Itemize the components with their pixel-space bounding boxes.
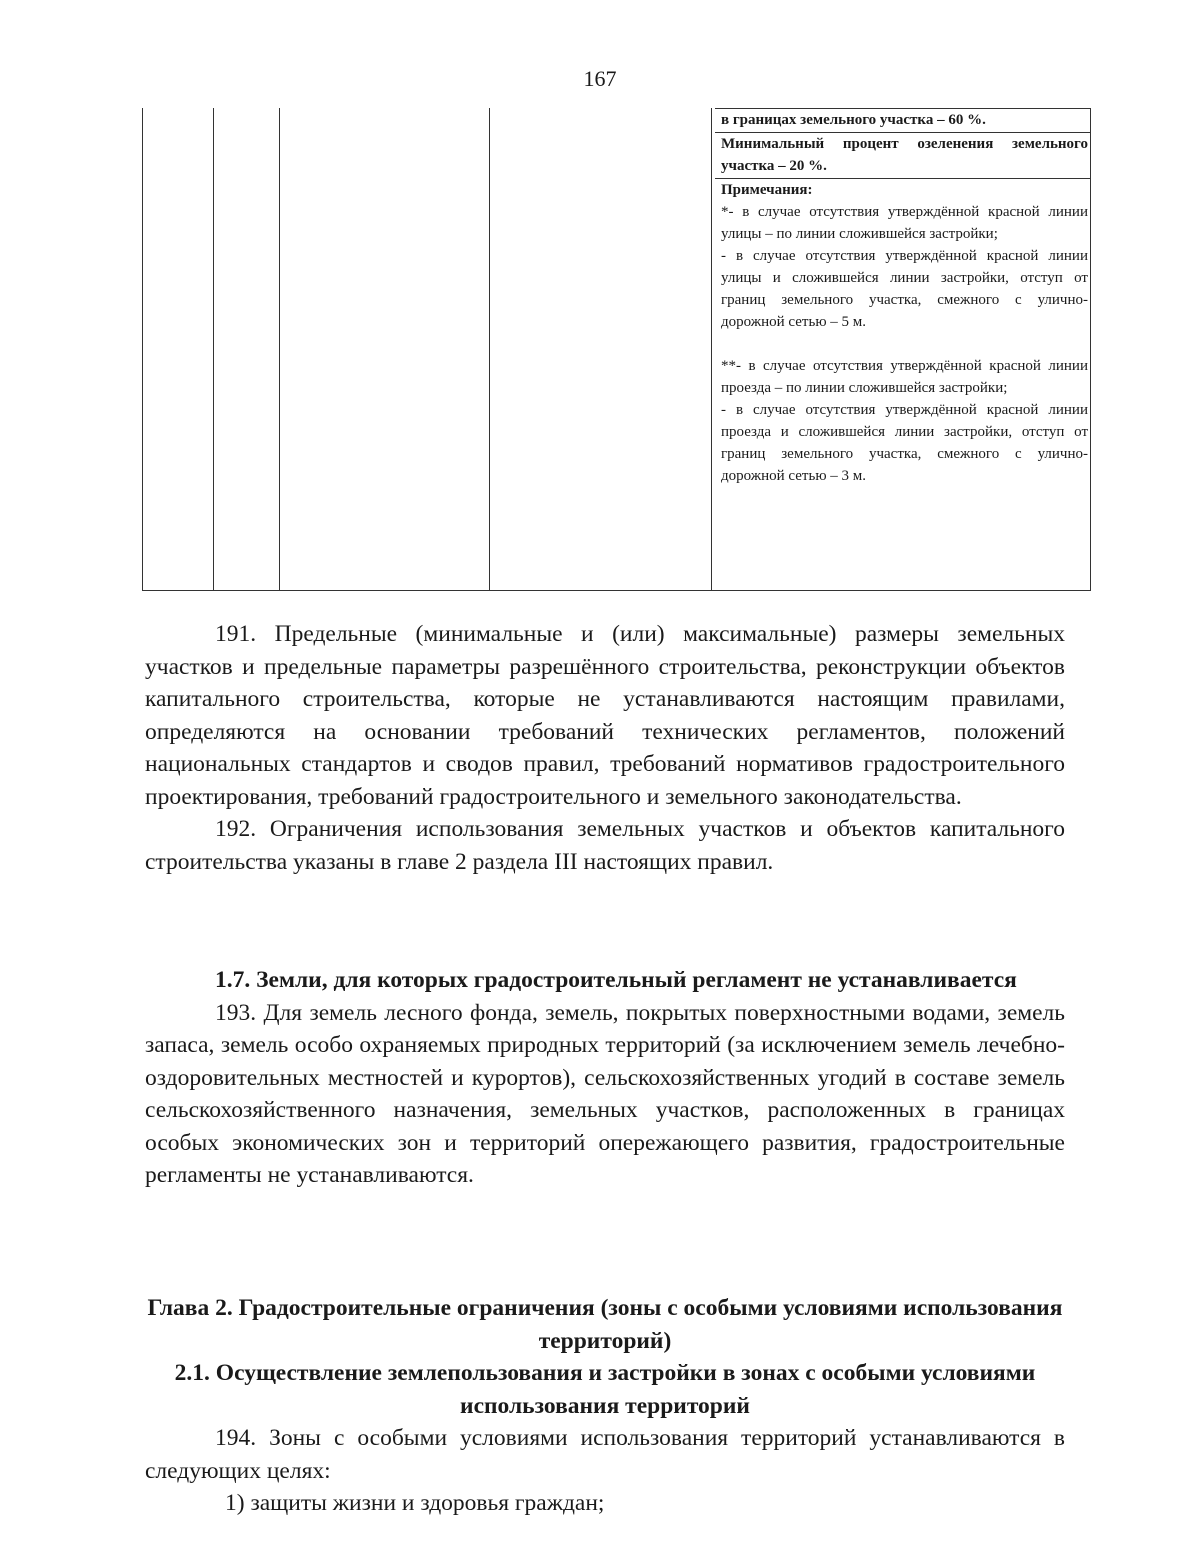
paragraph-194: 194. Зоны с особыми условиями использования территорий устанавливаются в следующих целях: <box>145 1425 1065 1484</box>
chapter-heading-2: Глава 2. Градостроительные ограничения (зоны с особыми условиями использования территорий) <box>147 1295 1063 1354</box>
paragraph-192: 192. Ограничения использования земельных участков и объектов капитального строительства указаны в главе 2 раздела III настоящих правил. <box>145 816 1065 875</box>
paragraph-191: 191. Предельные (минимальные и (или) максимальные) размеры земельных участков и предельные параметры разрешённого строительства, реконструкции объектов капитального строительства, которые не устанавливаются настоящим правилами, определяются на основании требований технических регламентов, положений национальных стандартов и сводов правил, требований нормативов градостроительного проектирования, требований градостроительного и земельного законодательства. <box>145 621 1065 810</box>
table-column-divider <box>213 108 214 590</box>
table-cell-greening-percent: Минимальный процент озеленения земельного участка – 20 %. <box>715 132 1091 178</box>
table-column-divider <box>279 108 280 590</box>
note-2a: **- в случае отсутствия утверждённой красной линии проезда – по линии сложившейся застройки; <box>721 358 1088 396</box>
list-item-1: 1) защиты жизни и здоровья граждан; <box>225 1490 605 1516</box>
document-body <box>145 618 1065 878</box>
note-1b: - в случае отсутствия утверждённой красной линии улицы и сложившейся линии застройки, отступ от границ земельного участка, смежного с улично-дорожной сетью – 5 м. <box>721 248 1088 330</box>
notes-title: Примечания: <box>721 182 813 198</box>
section-heading-2-1: 2.1. Осуществление землепользования и застройки в зонах с особыми условиями использования территорий <box>174 1360 1036 1419</box>
section-1-7 <box>145 964 1065 1192</box>
table-column-divider <box>711 108 712 590</box>
note-1a: *- в случае отсутствия утверждённой красной линии улицы – по линии сложившейся застройки; <box>721 204 1088 242</box>
section-heading-1-7: 1.7. Земли, для которых градостроительный регламент не устанавливается <box>215 967 1017 993</box>
table-cell-build-percent: в границах земельного участка – 60 %. <box>715 108 1091 132</box>
page-number: 167 <box>583 66 617 91</box>
table-cell-notes <box>715 178 1091 590</box>
table-column-divider <box>489 108 490 590</box>
regulations-table-fragment <box>142 108 1091 591</box>
note-2b: - в случае отсутствия утверждённой красной линии проезда и сложившейся линии застройки, отступ от границ земельного участка, смежного с улично-дорожной сетью – 3 м. <box>721 402 1088 484</box>
paragraph-193: 193. Для земель лесного фонда, земель, покрытых поверхностными водами, земель запаса, земель особо охраняемых природных территорий (за исключением земель лечебно-оздоровительных местностей и курортов), сельскохозяйственных угодий в составе земель сельскохозяйственного назначения, земельных участков, расположенных в границах особых экономических зон и территорий опережающего развития, градостроительные регламенты не устанавливаются. <box>145 999 1065 1188</box>
chapter-2 <box>145 1292 1065 1520</box>
